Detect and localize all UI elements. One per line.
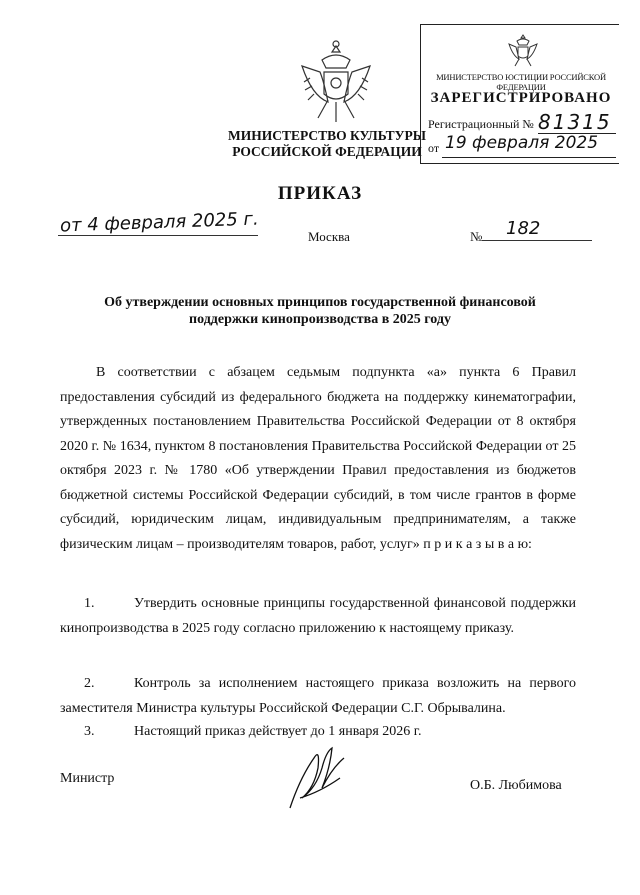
order-number: 182	[506, 218, 541, 239]
stamp-date-underline	[442, 157, 616, 158]
handwritten-signature	[282, 738, 352, 818]
item-text: Утвердить основные принципы государственной финансовой поддержки кинопроизводства в 2025 году согласно приложению к настоящему приказу.	[60, 596, 576, 636]
stamp-reg-number: 81315	[538, 110, 612, 134]
stamp-reg-date: 19 февраля 2025	[445, 133, 599, 153]
order-date-underline	[58, 235, 258, 236]
item-number: 3.	[84, 724, 95, 739]
item-number: 2.	[84, 676, 95, 691]
heading-line-1: Об утверждении основных принципов государственной финансовой	[104, 295, 536, 310]
order-item-2	[60, 672, 576, 721]
preamble-paragraph: В соответствии с абзацем седьмым подпункта «а» пункта 6 Правил предоставления субсидий из федерального бюджета на поддержку кинематографии, утвержденных постановлением Правительства Российской Федерации от 8 октября 2020 г. № 1634, пунктом 8 постановления Правительства Российской Федерации от 25 октября 2023 г. № 1780 «Об утверждении Правил предоставления из бюджетов бюджетной системы Российской Федерации субсидий, в том числе грантов в форме субсидий, юридическим лицам, индивидуальным предпринимателям, а также физическим лицам – производителям товаров, работ, услуг» п р и к а з ы в а ю:	[60, 365, 576, 552]
order-number-underline	[482, 240, 592, 241]
order-date: от 4 февраля 2025 г.	[59, 208, 259, 237]
stamp-organization: МИНИСТЕРСТВО ЮСТИЦИИ РОССИЙСКОЙ ФЕДЕРАЦИИ	[436, 72, 606, 92]
item-number: 1.	[84, 596, 95, 611]
stamp-reg-label: Регистрационный №	[428, 117, 534, 131]
order-number-sign: №	[470, 229, 483, 244]
document-title: ПРИКАЗ	[277, 183, 363, 204]
order-city: Москва	[308, 229, 350, 244]
signer-position: Министр	[60, 771, 115, 786]
ministry-name	[222, 128, 432, 160]
signer-name: О.Б. Любимова	[470, 778, 562, 793]
heading-line-2: поддержки кинопроизводства в 2025 году	[189, 312, 451, 327]
order-heading	[60, 294, 580, 328]
item-text: Контроль за исполнением настоящего приказа возложить на первого заместителя Министра культуры Российской Федерации С.Г. Обрывалина.	[60, 676, 576, 716]
stamp-date-prefix: от	[428, 141, 440, 155]
item-text: Настоящий приказ действует до 1 января 2026 г.	[134, 724, 422, 739]
stamp-emblem-icon	[505, 32, 541, 68]
stamp-status: ЗАРЕГИСТРИРОВАНО	[430, 90, 612, 106]
order-item-1	[60, 592, 576, 641]
ministry-line-1: МИНИСТЕРСТВО КУЛЬТУРЫ	[227, 128, 427, 143]
coat-of-arms-emblem	[292, 38, 380, 128]
ministry-line-2: РОССИЙСКОЙ ФЕДЕРАЦИИ	[232, 144, 422, 159]
